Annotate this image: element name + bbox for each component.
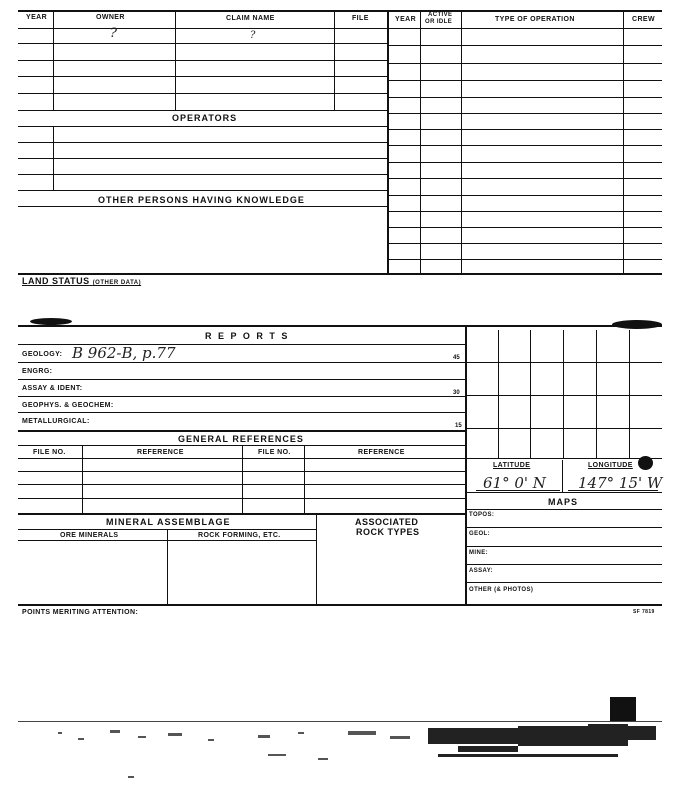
operators-row-line — [18, 174, 388, 175]
claims-col-divider — [175, 10, 176, 110]
claims-row-line — [18, 60, 388, 61]
operators-row-line — [18, 142, 388, 143]
op-row-line — [388, 113, 662, 114]
mineral-assemblage-title: MINERAL ASSEMBLAGE — [106, 517, 231, 527]
mine-label: MINE: — [469, 550, 488, 556]
maps-row-line — [465, 527, 662, 528]
tick-15: 15 — [455, 423, 462, 429]
references-col-divider — [82, 445, 83, 513]
maps-title: MAPS — [548, 497, 579, 507]
mineral-top-line — [18, 513, 465, 515]
op-row-line — [388, 63, 662, 64]
reports-top-border — [18, 325, 662, 327]
op-row-line — [388, 243, 662, 244]
other-persons-title: OTHER PERSONS HAVING KNOWLEDGE — [98, 195, 305, 205]
assay-label: ASSAY: — [469, 568, 494, 574]
longitude-underline — [568, 490, 658, 491]
op-col-divider — [461, 10, 462, 274]
scan-noise — [18, 724, 662, 780]
operators-top-line — [18, 110, 388, 111]
latitude-underline — [476, 490, 560, 491]
op-row-line — [388, 178, 662, 179]
active-header: ACTIVE — [428, 12, 453, 18]
operators-row-line — [18, 158, 388, 159]
maps-row-line — [465, 582, 662, 583]
idle-header: OR IDLE — [425, 19, 453, 25]
op-row-line — [388, 162, 662, 163]
rock-types-label: ROCK TYPES — [356, 527, 420, 537]
operators-col-divider — [53, 126, 54, 190]
reports-bottom — [18, 604, 662, 606]
land-status-label: LAND STATUS (OTHER DATA) — [22, 276, 142, 286]
claims-row-line — [18, 93, 388, 94]
reference-header-2: REFERENCE — [358, 449, 405, 456]
scan-line — [18, 721, 662, 722]
reports-row-line — [18, 362, 465, 363]
maps-header-line — [465, 509, 662, 510]
op-row-line — [388, 129, 662, 130]
grid-col — [629, 330, 630, 458]
top-border — [18, 10, 662, 12]
claim-name-entry: ? — [250, 30, 256, 41]
geophys-geochem-label: GEOPHYS. & GEOCHEM: — [22, 402, 114, 409]
op-row-line — [388, 195, 662, 196]
maps-row-line — [465, 546, 662, 547]
tick-30: 30 — [453, 390, 460, 396]
file-header: FILE — [352, 15, 369, 22]
op-col-divider — [420, 10, 421, 274]
assay-ident-label: ASSAY & IDENT: — [22, 385, 83, 392]
op-row-line — [388, 97, 662, 98]
rock-forming-header: ROCK FORMING, ETC. — [198, 532, 281, 539]
claims-row-line — [18, 43, 388, 44]
geol-label: GEOL: — [469, 531, 490, 537]
geology-label: GEOLOGY: — [22, 351, 63, 358]
claims-col-divider — [334, 10, 335, 110]
maps-top-line — [465, 492, 662, 493]
grid-row — [465, 458, 662, 459]
references-col-divider — [304, 445, 305, 513]
type-of-operation-header: TYPE OF OPERATION — [495, 16, 575, 23]
mineral-col-divider — [167, 529, 168, 605]
general-references-top — [18, 430, 465, 432]
general-references-title: GENERAL REFERENCES — [178, 434, 304, 444]
grid-row — [465, 428, 662, 429]
year-header: YEAR — [26, 14, 48, 21]
topos-label: TOPOS: — [469, 512, 495, 518]
associated-divider — [316, 513, 317, 605]
op-row-line — [388, 145, 662, 146]
owner-entry: ? — [110, 26, 117, 41]
reports-title: R E P O R T S — [205, 331, 290, 341]
file-no-header-2: FILE NO. — [258, 449, 291, 456]
ink-dot — [638, 456, 653, 470]
op-row-line — [388, 45, 662, 46]
operators-header-line — [18, 126, 388, 127]
grid-row — [465, 395, 662, 396]
reference-header-1: REFERENCE — [137, 449, 184, 456]
longitude-label: LONGITUDE — [588, 462, 633, 469]
longitude-value: 147° 15' W — [578, 474, 663, 492]
maps-row-line — [465, 564, 662, 565]
op-row-line — [388, 259, 662, 260]
engrg-label: ENGRG: — [22, 368, 53, 375]
latitude-label: LATITUDE — [493, 462, 531, 469]
op-year-header: YEAR — [395, 16, 417, 23]
references-col-divider — [242, 445, 243, 513]
crew-header: CREW — [632, 16, 655, 23]
geology-value: B 962-B, p.77 — [72, 344, 176, 362]
associated-label: ASSOCIATED — [355, 517, 419, 527]
op-col-divider — [623, 10, 624, 274]
metallurgical-label: METALLURGICAL: — [22, 418, 90, 425]
tick-45: 45 — [453, 355, 460, 361]
form-number: SF 7819 — [633, 609, 655, 615]
file-no-header-1: FILE NO. — [33, 449, 66, 456]
latlong-divider — [562, 460, 563, 492]
ink-blot — [30, 318, 72, 325]
op-row-line — [388, 227, 662, 228]
claim-name-header: CLAIM NAME — [226, 15, 275, 22]
op-row-line — [388, 80, 662, 81]
grid-col — [596, 330, 597, 458]
op-row-line — [388, 211, 662, 212]
other-persons-top-line — [18, 190, 388, 191]
claims-row-line — [18, 76, 388, 77]
operators-title: OPERATORS — [172, 113, 238, 123]
grid-row — [465, 362, 662, 363]
ore-minerals-header: ORE MINERALS — [60, 532, 119, 539]
other-photos-label: OTHER (& PHOTOS) — [469, 587, 534, 593]
reports-row-line — [18, 396, 465, 397]
grid-col — [563, 330, 564, 458]
latitude-value: 61° 0' N — [483, 474, 546, 492]
other-persons-header-line — [18, 206, 388, 207]
grid-col — [498, 330, 499, 458]
black-square-mark — [610, 697, 636, 721]
points-meriting-label: POINTS MERITING ATTENTION: — [22, 609, 139, 616]
claims-col-divider — [53, 10, 54, 110]
top-section-bottom — [18, 273, 662, 275]
reports-row-line — [18, 412, 465, 413]
owner-header: OWNER — [96, 14, 125, 21]
reports-row-line — [18, 379, 465, 380]
grid-col — [530, 330, 531, 458]
